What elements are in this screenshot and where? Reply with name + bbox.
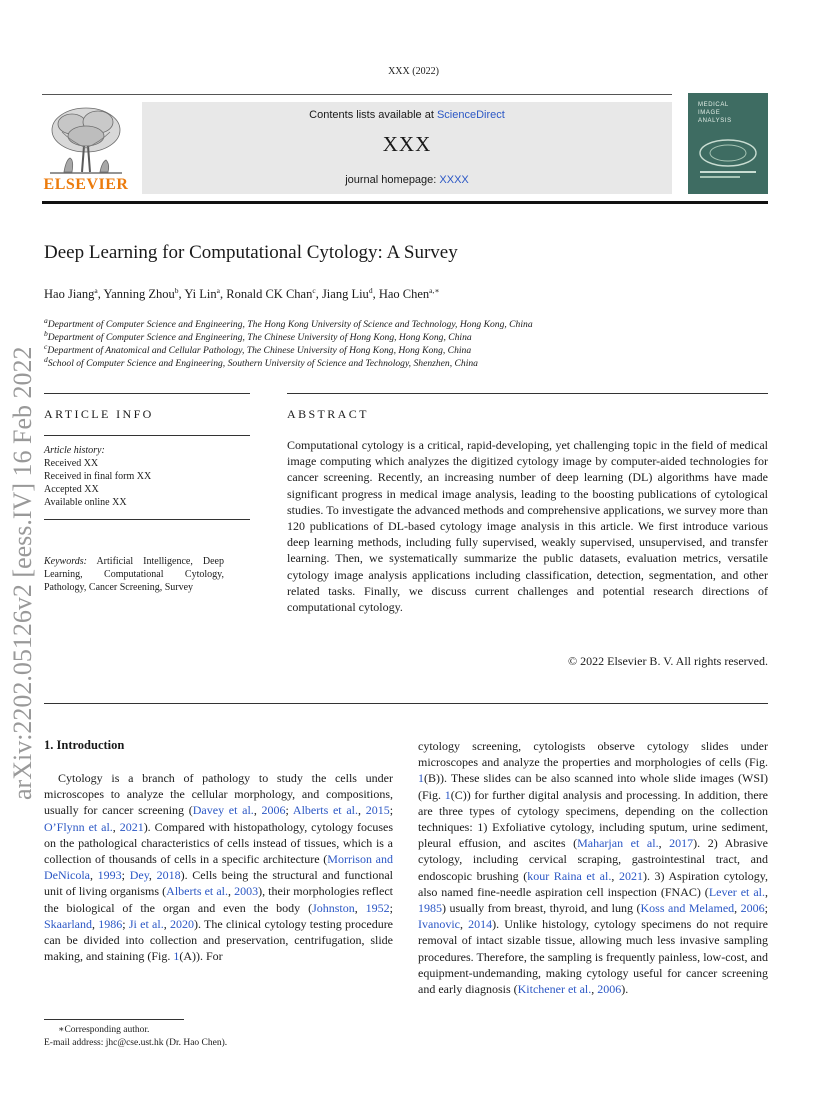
body-text: , xyxy=(91,916,99,931)
citation-link[interactable]: Johnston xyxy=(312,900,355,915)
contents-prefix: Contents lists available at xyxy=(309,109,437,121)
body-text: , xyxy=(253,803,262,818)
body-text: , xyxy=(163,916,170,931)
body-text: , xyxy=(591,982,598,997)
section-heading-introduction: 1. Introduction xyxy=(44,738,125,752)
article-history-item: Received XX xyxy=(44,458,99,469)
article-history-label: Article history: xyxy=(44,445,105,456)
citation-link[interactable]: Alberts et al. xyxy=(166,884,228,899)
author-affiliation-mark: a,∗ xyxy=(429,286,440,295)
citation-link[interactable]: 2003 xyxy=(234,884,259,899)
abstract-text: Computational cytology is a critical, rapid-developing, yet challenging topic in the field of medical image computing which analyzes the digitized cytology image by computer-aided technologies for cancer screening. Recently, an increasing number of deep learning (DL) algorithms have made significant progress in medical image analysis, leading to the boosting publications of cytological studies. To investigate the advanced methods and comprehensive applications, we survey more than 120 publications of DL-based cytology image analysis in this article. We first introduce various deep learning methods, including fully supervised, weakly supervised, unsupervised, and transfer learning. Then, we systematically summarize the public datasets, evaluation metrics, versatile cytology image analysis applications including classification, detection, segmentation, and other related tasks. Finally, we discuss current challenges and potential research directions of computational cytology. xyxy=(287,438,768,615)
author-name: Hao Jiang xyxy=(44,287,95,302)
journal-volume-line: XXX (2022) xyxy=(388,66,439,77)
body-text: (C)) for further digital analysis and processing. In addition, there are three types of cytology specimens, depending on the collection techniques: 1) Exfoliative cytology, including sputum, urine sediment, pleural effusion, and ascites ( xyxy=(418,787,768,851)
body-text: ). Unlike histology, cytology specimens do not require removal of intact sizable tissue, allowing much less invasive sampling procedures. Therefore, the sampling is frequently painless, low-cost, and equipment-undemanding, making cytology useful for cancer screening and early diagnosis ( xyxy=(418,917,769,997)
citation-link[interactable]: O’Flynn et al. xyxy=(44,819,113,834)
elsevier-wordmark: ELSEVIER xyxy=(43,176,129,193)
affiliation-text: Department of Computer Science and Engineering, The Hong Kong University of Science and Technology, Hong Kong, China xyxy=(47,319,533,331)
citation-link[interactable]: 2021 xyxy=(119,819,144,834)
author-list xyxy=(44,286,439,302)
citation-link[interactable]: Maharjan et al. xyxy=(577,836,659,851)
affiliation-mark: c xyxy=(44,342,48,351)
abstract-top-rule xyxy=(287,393,768,394)
author-name: Yi Lin xyxy=(184,287,217,302)
cover-title-line: ANALYSIS xyxy=(698,118,732,124)
affiliation-line xyxy=(44,355,478,369)
body-text: ; xyxy=(121,868,130,883)
citation-link[interactable]: Alberts et al. xyxy=(292,803,358,818)
author-affiliation-mark: a xyxy=(216,286,220,295)
body-text: , xyxy=(354,900,366,915)
author-separator: , xyxy=(97,287,104,302)
affiliation-mark: a xyxy=(44,316,48,325)
author-affiliation-mark: c xyxy=(312,286,316,295)
citation-link[interactable]: Skaarland xyxy=(44,916,92,931)
journal-cover-thumbnail xyxy=(688,93,768,194)
keywords-text: Artificial Intelligence, Deep Learning, Computational Cytology, Pathology, Cancer Screening, Survey xyxy=(44,556,224,593)
body-text: ; xyxy=(285,803,293,818)
body-text: (B)). These slides can be also scanned into whole slide images (WSI) (Fig. xyxy=(418,771,768,802)
body-text: ; xyxy=(389,803,394,818)
affiliation-mark: b xyxy=(44,329,48,338)
introduction-left-column xyxy=(44,770,393,964)
author-separator: , xyxy=(372,287,379,302)
body-text: ; xyxy=(764,901,768,916)
citation-link[interactable]: kour Raina et al. xyxy=(527,868,612,883)
paper-title: Deep Learning for Computational Cytology: A Survey xyxy=(44,242,458,263)
footnote-rule xyxy=(44,1019,184,1020)
corresponding-author-footnote: ∗Corresponding author. xyxy=(58,1025,150,1035)
citation-link[interactable]: 2020 xyxy=(169,916,194,931)
affiliation-mark: d xyxy=(44,355,48,364)
body-text: ), their morphologies reflect the biological of the organ and even the body ( xyxy=(44,884,393,915)
arxiv-identifier-stamp: arXiv:2202.05126v2 [eess.IV] 16 Feb 2022 xyxy=(8,346,37,800)
article-history-rule xyxy=(44,519,250,520)
contents-line xyxy=(142,109,672,121)
citation-link[interactable]: Kitchener et al. xyxy=(517,982,592,997)
homepage-link[interactable]: XXXX xyxy=(439,174,469,186)
citation-link[interactable]: Dey xyxy=(129,868,149,883)
body-text: Cytology is a branch of pathology to study the cells under microscopes to analyze the cellular morphology, and compositions, usually for cancer screening ( xyxy=(44,771,393,818)
article-info-heading-rule xyxy=(44,435,250,436)
cover-title-line: IMAGE xyxy=(698,110,721,116)
citation-link[interactable]: 2015 xyxy=(365,803,390,818)
body-text: ; xyxy=(122,916,129,931)
introduction-right-column xyxy=(418,738,768,997)
citation-link[interactable]: 2006 xyxy=(261,803,286,818)
abstract-heading: ABSTRACT xyxy=(287,407,369,421)
affiliation-text: Department of Computer Science and Engineering, The Chinese University of Hong Kong, Hong Kong, China xyxy=(47,332,472,344)
affiliation-text: Department of Anatomical and Cellular Pathology, The Chinese University of Hong Kong, Hong Kong, China xyxy=(47,345,472,357)
author-name: Ronald CK Chan xyxy=(226,287,313,302)
body-text: , xyxy=(734,901,741,916)
body-text: ; xyxy=(389,900,394,915)
author-separator: , xyxy=(178,287,185,302)
sciencedirect-link[interactable]: ScienceDirect xyxy=(436,109,505,121)
cover-title-line: MEDICAL xyxy=(698,102,729,108)
body-text: cytology screening, cytologists observe cytology slides under microscopes and analyze the properties and morphologies of cells (Fig. xyxy=(418,739,768,770)
article-info-top-rule xyxy=(44,393,250,394)
citation-link[interactable]: 2018 xyxy=(156,868,181,883)
body-text: ). 3) Aspiration cytology, also named fine-needle aspiration cell inspection (FNAC) ( xyxy=(418,868,768,899)
keywords-block xyxy=(44,555,224,594)
body-text: , xyxy=(89,868,98,883)
citation-link[interactable]: 1 xyxy=(173,949,180,964)
body-text: ). The clinical cytology testing procedure can be divided into collection and preservation, centrifugation, slide making, and staining (Fig. xyxy=(44,916,394,964)
author-name: Jiang Liu xyxy=(321,287,369,302)
author-name: Yanning Zhou xyxy=(103,287,175,302)
article-history-item: Received in final form XX xyxy=(44,471,152,482)
body-text: ). 2) Abrasive cytology, including cervical scraping, gastrointestinal tract, and endoscopic brushing ( xyxy=(418,836,768,883)
journal-banner xyxy=(142,102,672,194)
citation-link[interactable]: Lever et al. xyxy=(708,884,765,899)
copyright-notice: © 2022 Elsevier B. V. All rights reserved. xyxy=(568,654,768,668)
author-name: Hao Chen xyxy=(378,287,430,302)
citation-link[interactable]: 2006 xyxy=(597,982,622,997)
body-text: , xyxy=(228,884,235,899)
citation-link[interactable]: 1985 xyxy=(418,901,442,916)
citation-link[interactable]: Davey et al. xyxy=(192,803,254,818)
author-separator: , xyxy=(219,287,227,302)
citation-link[interactable]: Morrison and DeNicola xyxy=(44,852,393,883)
body-text: ). xyxy=(621,982,629,997)
citation-link[interactable]: 1 xyxy=(444,787,451,802)
body-text: ). Compared with histopathology, cytology focuses on the pathological characteristics of cells instead of tissues, which is a collection of thousands of cells in a specific architecture ( xyxy=(44,819,394,867)
citation-link[interactable]: 2017 xyxy=(669,836,694,851)
front-matter-bottom-rule xyxy=(44,703,768,704)
citation-link[interactable]: 2006 xyxy=(740,901,765,916)
author-affiliation-mark: a xyxy=(94,286,98,295)
article-info-heading: ARTICLE INFO xyxy=(44,407,154,421)
email-footnote: E-mail address: jhc@cse.ust.hk (Dr. Hao Chen). xyxy=(44,1038,228,1048)
body-text: , xyxy=(148,868,157,883)
citation-link[interactable]: 1952 xyxy=(365,900,390,915)
body-text: , xyxy=(765,884,768,899)
citation-link[interactable]: 1 xyxy=(418,771,424,786)
homepage-prefix: journal homepage: xyxy=(345,174,440,186)
citation-link[interactable]: Ivanovic xyxy=(418,917,460,932)
keywords-label: Keywords: xyxy=(44,556,87,567)
body-text: , xyxy=(459,917,469,932)
body-text: ). Cells being the structural and functional unit of living organisms ( xyxy=(44,868,394,899)
author-affiliation-mark: b xyxy=(174,286,179,295)
body-text: , xyxy=(611,868,619,883)
cover-title xyxy=(698,101,764,125)
citation-link[interactable]: 2014 xyxy=(468,917,493,932)
homepage-line xyxy=(142,174,672,186)
masthead-top-rule xyxy=(42,94,672,95)
author-affiliation-mark: d xyxy=(368,286,373,295)
body-text: ) usually from breast, thyroid, and lung ( xyxy=(442,901,641,916)
body-text: (A)). For xyxy=(179,949,223,964)
affiliation-text: School of Computer Science and Engineering, Southern University of Science and Technology, Shenzhen, China xyxy=(47,358,478,370)
citation-link[interactable]: Koss and Melamed xyxy=(640,901,735,916)
body-text: , xyxy=(112,819,120,834)
author-separator: , xyxy=(315,287,322,302)
body-text: , xyxy=(357,803,366,818)
citation-link[interactable]: 1993 xyxy=(97,868,122,883)
masthead-bottom-rule xyxy=(42,201,768,204)
article-history-item: Available online XX xyxy=(44,497,127,508)
body-text: , xyxy=(658,836,670,851)
citation-link[interactable]: 1986 xyxy=(98,916,123,931)
article-history-item: Accepted XX xyxy=(44,484,99,495)
journal-name: XXX xyxy=(382,132,432,156)
cover-artwork xyxy=(688,131,768,187)
citation-link[interactable]: Ji et al. xyxy=(128,916,164,931)
citation-link[interactable]: 2021 xyxy=(618,868,643,883)
